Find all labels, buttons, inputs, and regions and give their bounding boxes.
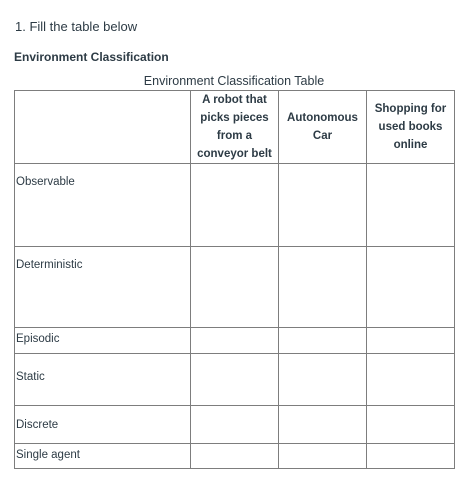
answer-cell-single-agent-robot[interactable] <box>191 444 279 469</box>
answer-cell-episodic-car[interactable] <box>279 328 367 354</box>
row-label-static: Static <box>15 354 191 406</box>
question-instruction: 1. Fill the table below <box>15 19 138 34</box>
row-label-episodic: Episodic <box>15 328 191 354</box>
column-header-shopping: Shopping for used books online <box>367 91 455 164</box>
table-row-discrete <box>15 406 455 444</box>
table-corner-cell <box>15 91 191 164</box>
answer-cell-episodic-robot[interactable] <box>191 328 279 354</box>
table-row-deterministic <box>15 247 455 328</box>
answer-cell-observable-car[interactable] <box>279 164 367 247</box>
column-header-robot: A robot that picks pieces from a conveyor belt <box>191 91 279 164</box>
answer-cell-discrete-robot[interactable] <box>191 406 279 444</box>
answer-cell-observable-robot[interactable] <box>191 164 279 247</box>
answer-cell-deterministic-robot[interactable] <box>191 247 279 328</box>
answer-cell-discrete-shopping[interactable] <box>367 406 455 444</box>
column-header-autonomous-car: Autonomous Car <box>279 91 367 164</box>
row-label-discrete: Discrete <box>15 406 191 444</box>
section-heading: Environment Classification <box>14 50 169 64</box>
answer-cell-deterministic-shopping[interactable] <box>367 247 455 328</box>
answer-cell-episodic-shopping[interactable] <box>367 328 455 354</box>
answer-cell-single-agent-car[interactable] <box>279 444 367 469</box>
row-label-deterministic: Deterministic <box>15 247 191 328</box>
environment-classification-table <box>14 90 455 469</box>
answer-cell-discrete-car[interactable] <box>279 406 367 444</box>
table-row-episodic <box>15 328 455 354</box>
answer-cell-single-agent-shopping[interactable] <box>367 444 455 469</box>
table-header-row <box>15 91 455 164</box>
answer-cell-static-shopping[interactable] <box>367 354 455 406</box>
table-row-static <box>15 354 455 406</box>
table-row-single-agent <box>15 444 455 469</box>
answer-cell-observable-shopping[interactable] <box>367 164 455 247</box>
row-label-observable: Observable <box>15 164 191 247</box>
table-row-observable <box>15 164 455 247</box>
answer-cell-deterministic-car[interactable] <box>279 247 367 328</box>
row-label-single-agent: Single agent <box>15 444 191 469</box>
answer-cell-static-robot[interactable] <box>191 354 279 406</box>
table-caption: Environment Classification Table <box>143 74 325 88</box>
answer-cell-static-car[interactable] <box>279 354 367 406</box>
